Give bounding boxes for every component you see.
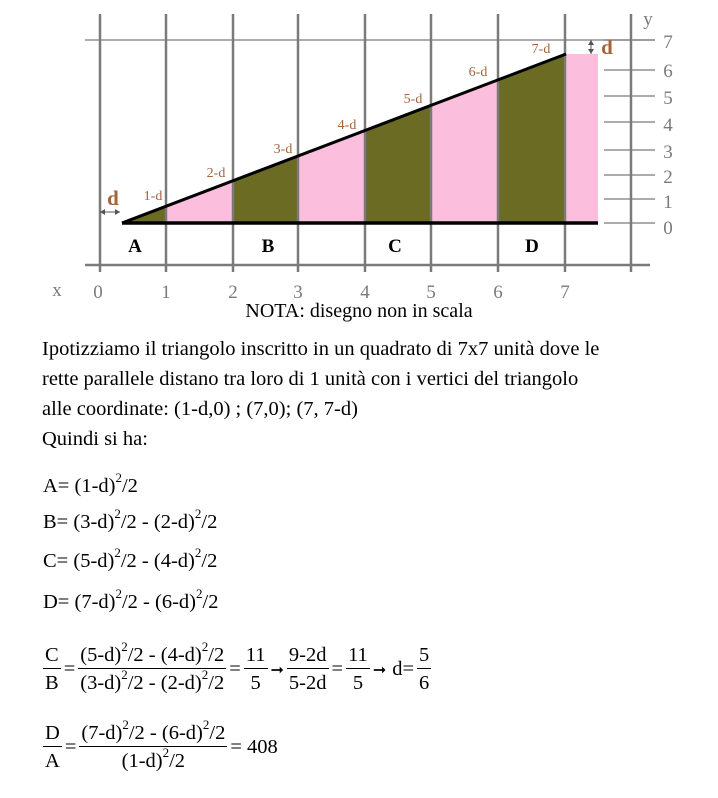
formula-b-term: (3-d) — [73, 511, 115, 533]
formula-b-exp: 2 — [114, 506, 121, 522]
arrow-icon: ➞ — [372, 661, 387, 679]
x-axis-label: x — [52, 280, 62, 300]
fraction-numerator: C — [43, 644, 61, 669]
y-tick-label: 4 — [663, 115, 673, 136]
segment-label: 4-d — [337, 118, 357, 133]
fraction-simplified: $\frac{9-2d}{5-2d}$ — [288, 644, 327, 694]
fraction-d-a — [43, 722, 62, 773]
formula-d-term: /2 - (6-d) — [121, 591, 196, 613]
description-line-2: rette parallele distano tra loro di 1 unità con i vertici del triangolo — [42, 368, 579, 390]
fraction-expanded — [78, 639, 226, 695]
triangle-strip — [233, 156, 298, 223]
segment-label: 1-d — [143, 189, 163, 204]
triangle-diagram — [0, 0, 718, 300]
y-axis-label: y — [643, 9, 653, 30]
formula-a-lhs: A= — [43, 475, 70, 497]
arrow-icon: ➞ — [270, 661, 284, 679]
formula-b-term: /2 - (2-d) — [120, 511, 195, 533]
formula-a-term: (1-d) — [74, 475, 116, 497]
fraction-c-b — [43, 644, 61, 695]
fraction-expanded — [79, 717, 227, 773]
region-label: A — [128, 236, 142, 257]
formula-a-term: /2 — [121, 475, 138, 497]
segment-label: 7-d — [531, 42, 551, 57]
formula-b-term: /2 — [201, 511, 218, 533]
formula-c — [43, 545, 218, 573]
formula-c-lhs: C= — [43, 550, 69, 572]
region-label: D — [525, 236, 539, 257]
description-line-3: alle coordinate: (1-d,0) ; (7,0); (7, 7-d) — [42, 398, 358, 420]
d-label-left: d — [107, 186, 119, 210]
formula-c-term: /2 - (4-d) — [120, 550, 195, 572]
ratio-d-over-a: $\frac{D}{A}$ = $\frac{(7-d)^2/2 - (6-d)^2/2}{(1-d)^2/2}$ = 408 — [43, 722, 281, 773]
formula-b — [43, 506, 218, 534]
description-line-1: Ipotizziamo il triangolo inscritto in un quadrato di 7x7 unità dove le — [42, 338, 600, 360]
triangle-strip — [565, 54, 598, 223]
x-tick-label: 3 — [293, 282, 303, 300]
y-tick-label: 6 — [663, 61, 673, 82]
y-tick-label: 5 — [663, 88, 673, 109]
x-tick-label: 5 — [426, 282, 436, 300]
result-d-label: d= — [392, 658, 415, 680]
region-label: B — [261, 236, 275, 257]
fraction-numerator: $(7-d)^2/2 - (6-d)^2/2$ — [79, 722, 227, 747]
formula-c-exp: 2 — [114, 545, 121, 561]
fraction-denominator: A — [45, 750, 60, 772]
formula-a-exp: 2 — [115, 470, 122, 486]
arrow-head — [588, 49, 594, 54]
d-label-right: d — [601, 35, 613, 59]
triangle-strip — [498, 54, 565, 223]
segment-label: 3-d — [273, 142, 293, 157]
fraction-d-value: $\frac{5}{6}$ — [419, 644, 430, 694]
y-tick-label: 2 — [663, 167, 673, 188]
fraction-eleven-fifths: $\frac{11}{5}$ — [348, 644, 368, 694]
ratio-c-over-b: $\frac{C}{B}$ = $\frac{(5-d)^2/2 - (4-d)^2/2}{(3-d)^2/2 - (2-d)^2/2}$ = $\frac{11}{5}$ ➞ $\frac{9-2d}{5-2d}$ = $\frac{11}{5}$ ➞ d= $\frac{5}{6}$ — [45, 639, 430, 694]
x-tick-label: 1 — [161, 282, 171, 300]
formula-d-term: (7-d) — [74, 591, 116, 613]
fraction-numerator: D — [43, 722, 62, 747]
segment-label: 2-d — [206, 166, 226, 181]
formula-c-exp: 2 — [194, 545, 202, 561]
note: NOTA: disegno non in scala — [245, 300, 473, 322]
y-tick-label: 7 — [663, 32, 673, 53]
x-tick-label: 6 — [493, 282, 503, 300]
fraction-numerator: $(5-d)^2/2 - (4-d)^2/2$ — [78, 644, 226, 669]
y-tick-label: 1 — [663, 192, 673, 213]
formula-d-exp: 2 — [196, 586, 203, 602]
fraction-denominator: $(3-d)^2/2 - (2-d)^2/2$ — [80, 667, 225, 694]
segment-label: 5-d — [403, 92, 423, 107]
x-tick-label: 2 — [228, 282, 238, 300]
y-tick-label: 0 — [663, 218, 673, 239]
formula-b-exp: 2 — [194, 506, 202, 522]
x-tick-label: 7 — [560, 282, 570, 300]
formula-d-lhs: D= — [43, 591, 70, 613]
formula-b-lhs: B= — [43, 511, 69, 533]
formula-c-term: /2 — [201, 550, 218, 572]
formula-d — [43, 586, 219, 614]
fraction-eleven-fifths: $\frac{11}{5}$ — [245, 644, 266, 694]
description-line-4: Quindi si ha: — [42, 428, 148, 450]
region-label: C — [388, 236, 402, 257]
formula-d-exp: 2 — [115, 586, 122, 602]
formula-c-term: (5-d) — [73, 550, 115, 572]
triangle-strip — [365, 105, 431, 223]
result-value: = 408 — [230, 736, 278, 758]
formula-a — [43, 470, 138, 498]
formula-d-term: /2 — [202, 591, 219, 613]
x-tick-label: 4 — [360, 282, 370, 300]
x-tick-label: 0 — [93, 282, 103, 300]
arrow-head — [588, 40, 594, 45]
fraction-denominator: B — [45, 672, 59, 694]
y-tick-label: 3 — [663, 142, 673, 163]
segment-label: 6-d — [468, 65, 488, 80]
fraction-denominator: $(1-d)^2/2$ — [121, 745, 186, 772]
